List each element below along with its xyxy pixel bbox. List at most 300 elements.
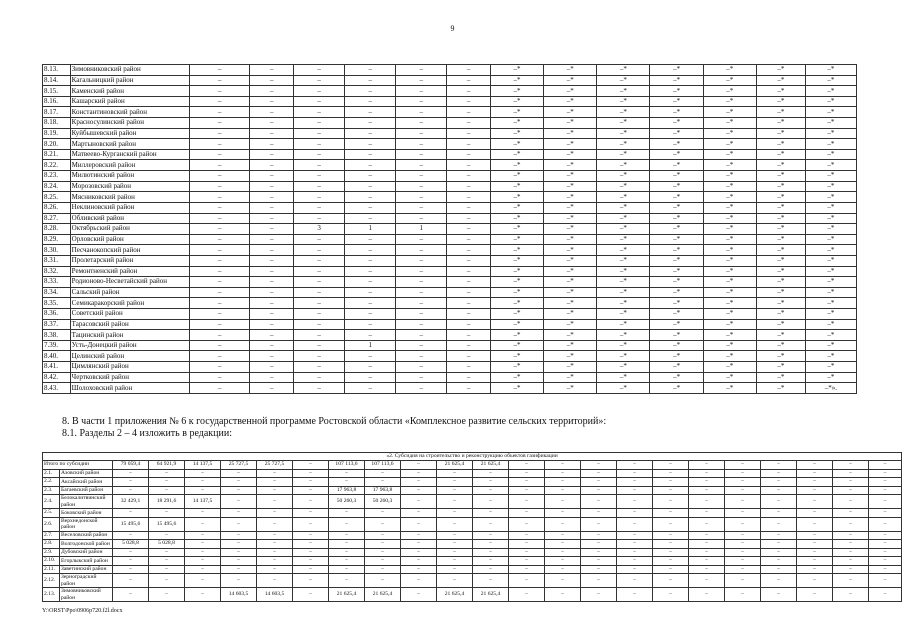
value-cell: –: [833, 531, 869, 540]
value-cell: –: [329, 478, 365, 487]
value-cell: –: [833, 517, 869, 531]
value-cell: –: [869, 565, 902, 574]
value-cell: –*: [805, 298, 856, 309]
value-cell: –*: [756, 319, 805, 330]
value-cell: –*: [490, 160, 543, 171]
table-total-row: [43, 461, 902, 470]
row-number: 8.22.: [43, 160, 71, 171]
table-row: [43, 309, 857, 320]
value-cell: –: [189, 128, 250, 139]
value-cell: –*: [703, 171, 756, 182]
district-name: Тацинский район: [70, 330, 189, 341]
value-cell: 5 028,8: [113, 540, 149, 549]
value-cell: –*: [490, 65, 543, 76]
table-row: [43, 486, 902, 495]
value-cell: –: [185, 517, 221, 531]
value-cell: –*: [650, 160, 703, 171]
value-cell: –: [189, 171, 250, 182]
value-cell: –: [329, 540, 365, 549]
value-cell: –*: [597, 287, 650, 298]
value-cell: –*: [703, 181, 756, 192]
value-cell: –*: [650, 202, 703, 213]
value-cell: –: [401, 469, 437, 478]
value-cell: –*: [703, 298, 756, 309]
value-cell: –*: [544, 330, 597, 341]
value-cell: –*: [650, 86, 703, 97]
value-cell: –*: [650, 224, 703, 235]
value-cell: –: [221, 517, 257, 531]
value-cell: 79 059,4: [113, 461, 149, 470]
value-cell: –: [345, 245, 396, 256]
district-name: Кагальницкий район: [70, 75, 189, 86]
value-cell: –*: [490, 192, 543, 203]
value-cell: –*: [490, 171, 543, 182]
value-cell: –: [185, 548, 221, 557]
value-cell: –*: [650, 107, 703, 118]
value-cell: 21 625,4: [473, 461, 509, 470]
value-cell: –: [250, 65, 294, 76]
table-row: [43, 298, 857, 309]
value-cell: –: [437, 574, 473, 588]
value-cell: 107 113,6: [329, 461, 365, 470]
row-number: 8.15.: [43, 86, 71, 97]
value-cell: –: [189, 266, 250, 277]
value-cell: –: [447, 362, 491, 373]
table-row: [43, 192, 857, 203]
value-cell: –*: [597, 107, 650, 118]
table-row: [43, 469, 902, 478]
value-cell: –: [545, 565, 581, 574]
table-row: [43, 478, 902, 487]
row-number: 8.40.: [43, 351, 71, 362]
value-cell: –: [185, 565, 221, 574]
value-cell: –: [761, 557, 797, 566]
value-cell: 21 625,4: [365, 588, 401, 602]
district-name: Зимовниковский район: [60, 588, 113, 602]
value-cell: –: [345, 181, 396, 192]
row-number: 8.34.: [43, 287, 71, 298]
value-cell: –: [725, 557, 761, 566]
value-cell: 107 113,6: [365, 461, 401, 470]
row-number: 2.2.: [43, 478, 60, 487]
value-cell: 32 429,1: [113, 495, 149, 509]
value-cell: 21 625,4: [437, 588, 473, 602]
value-cell: –: [689, 531, 725, 540]
page-number: 9: [450, 24, 455, 33]
value-cell: –: [294, 75, 345, 86]
value-cell: –: [617, 540, 653, 549]
value-cell: –: [345, 309, 396, 320]
value-cell: –: [396, 160, 447, 171]
value-cell: –: [189, 255, 250, 266]
value-cell: 50 260,3: [329, 495, 365, 509]
value-cell: –: [293, 588, 329, 602]
value-cell: –: [396, 351, 447, 362]
value-cell: –: [617, 557, 653, 566]
value-cell: –*: [805, 372, 856, 383]
value-cell: –*: [650, 118, 703, 129]
value-cell: –*: [597, 160, 650, 171]
value-cell: –: [581, 548, 617, 557]
value-cell: –: [189, 160, 250, 171]
value-cell: –: [581, 531, 617, 540]
value-cell: –: [345, 202, 396, 213]
value-cell: 21 625,4: [437, 461, 473, 470]
value-cell: –: [257, 486, 293, 495]
value-cell: –: [833, 565, 869, 574]
value-cell: –: [797, 574, 833, 588]
value-cell: –*: [756, 330, 805, 341]
value-cell: –: [447, 202, 491, 213]
value-cell: –*: [650, 245, 703, 256]
district-name: Каменский район: [70, 86, 189, 97]
value-cell: 1: [345, 340, 396, 351]
value-cell: –*: [756, 213, 805, 224]
value-cell: –: [401, 461, 437, 470]
value-cell: –*: [544, 245, 597, 256]
value-cell: –: [250, 277, 294, 288]
table-row: [43, 565, 902, 574]
value-cell: –: [725, 517, 761, 531]
value-cell: –*: [805, 362, 856, 373]
value-cell: –: [396, 202, 447, 213]
value-cell: –: [401, 565, 437, 574]
value-cell: –: [293, 495, 329, 509]
value-cell: –*: [544, 266, 597, 277]
value-cell: –*: [597, 192, 650, 203]
value-cell: –: [294, 351, 345, 362]
table-row: [43, 266, 857, 277]
district-name: Сальский район: [70, 287, 189, 298]
value-cell: –: [189, 65, 250, 76]
table-row: [43, 557, 902, 566]
value-cell: –: [185, 531, 221, 540]
value-cell: –: [797, 517, 833, 531]
value-cell: –*: [490, 181, 543, 192]
value-cell: –: [797, 478, 833, 487]
value-cell: –*: [490, 287, 543, 298]
value-cell: –*: [544, 202, 597, 213]
value-cell: –: [509, 469, 545, 478]
value-cell: –*: [756, 287, 805, 298]
value-cell: –: [365, 548, 401, 557]
value-cell: –: [189, 107, 250, 118]
value-cell: –: [257, 557, 293, 566]
value-cell: –: [725, 495, 761, 509]
table-row: [43, 540, 902, 549]
district-name: Шолоховский район: [70, 383, 189, 394]
value-cell: –: [473, 517, 509, 531]
value-cell: –*: [597, 330, 650, 341]
table-caption: «2. Субсидия на строительство и реконструкцию объектов газификации: [43, 453, 902, 461]
value-cell: –*: [597, 96, 650, 107]
value-cell: –: [447, 86, 491, 97]
table-row: [43, 96, 857, 107]
row-number: 7.39.: [43, 340, 71, 351]
value-cell: 64 921,9: [149, 461, 185, 470]
value-cell: –: [189, 118, 250, 129]
value-cell: –: [473, 531, 509, 540]
value-cell: –: [185, 469, 221, 478]
value-cell: –*: [703, 128, 756, 139]
value-cell: –: [509, 486, 545, 495]
value-cell: –: [869, 531, 902, 540]
value-cell: –: [473, 565, 509, 574]
value-cell: –: [437, 548, 473, 557]
row-number: 8.42.: [43, 372, 71, 383]
value-cell: –*: [756, 118, 805, 129]
value-cell: –*: [756, 75, 805, 86]
value-cell: –: [447, 139, 491, 150]
value-cell: –: [447, 330, 491, 341]
value-cell: –: [257, 565, 293, 574]
value-cell: –: [329, 517, 365, 531]
value-cell: –: [797, 509, 833, 518]
value-cell: –: [221, 469, 257, 478]
value-cell: –: [581, 461, 617, 470]
value-cell: –: [189, 96, 250, 107]
value-cell: –: [761, 509, 797, 518]
value-cell: –: [725, 461, 761, 470]
value-cell: –: [329, 565, 365, 574]
value-cell: –: [221, 574, 257, 588]
district-name: Зимовниковский район: [70, 65, 189, 76]
value-cell: –: [545, 517, 581, 531]
value-cell: –*: [703, 330, 756, 341]
value-cell: –: [345, 107, 396, 118]
value-cell: –: [689, 478, 725, 487]
value-cell: –: [329, 509, 365, 518]
value-cell: –: [294, 160, 345, 171]
value-cell: –: [294, 202, 345, 213]
value-cell: –*: [650, 213, 703, 224]
district-name: Пролетарский район: [70, 255, 189, 266]
value-cell: –: [396, 266, 447, 277]
value-cell: –: [447, 234, 491, 245]
table-row: [43, 234, 857, 245]
table-caption-row: [43, 453, 902, 461]
value-cell: –: [545, 574, 581, 588]
value-cell: –: [113, 565, 149, 574]
value-cell: –*: [650, 149, 703, 160]
value-cell: –: [189, 139, 250, 150]
row-number: 2.3.: [43, 486, 60, 495]
value-cell: –*: [597, 86, 650, 97]
value-cell: –*: [805, 128, 856, 139]
value-cell: –: [447, 149, 491, 160]
row-number: 8.27.: [43, 213, 71, 224]
value-cell: –: [329, 469, 365, 478]
value-cell: –: [545, 531, 581, 540]
value-cell: –*: [805, 86, 856, 97]
value-cell: –*: [703, 192, 756, 203]
value-cell: –: [447, 372, 491, 383]
value-cell: –: [113, 557, 149, 566]
value-cell: –: [401, 531, 437, 540]
value-cell: –*: [756, 362, 805, 373]
value-cell: –: [761, 540, 797, 549]
value-cell: –*: [703, 160, 756, 171]
value-cell: –: [113, 531, 149, 540]
value-cell: –*: [805, 266, 856, 277]
value-cell: –*: [650, 181, 703, 192]
value-cell: –*: [805, 340, 856, 351]
value-cell: –: [581, 469, 617, 478]
value-cell: –: [725, 540, 761, 549]
value-cell: –: [725, 565, 761, 574]
value-cell: –*: [650, 171, 703, 182]
value-cell: –*: [490, 266, 543, 277]
value-cell: –: [185, 478, 221, 487]
district-name: Волгодонской район: [60, 540, 113, 549]
district-name: Кашарский район: [70, 96, 189, 107]
value-cell: –: [294, 96, 345, 107]
value-cell: –: [185, 540, 221, 549]
value-cell: –: [250, 181, 294, 192]
value-cell: –: [617, 565, 653, 574]
value-cell: –: [401, 486, 437, 495]
district-name: Морозовский район: [70, 181, 189, 192]
value-cell: –: [189, 287, 250, 298]
district-name: Азовский район: [60, 469, 113, 478]
value-cell: –: [689, 495, 725, 509]
table-row: [43, 149, 857, 160]
row-number: 8.41.: [43, 362, 71, 373]
value-cell: –*: [490, 383, 543, 394]
value-cell: –: [257, 548, 293, 557]
value-cell: –*: [490, 362, 543, 373]
value-cell: 5 028,8: [149, 540, 185, 549]
value-cell: –: [509, 574, 545, 588]
row-number: 8.28.: [43, 224, 71, 235]
value-cell: –: [653, 565, 689, 574]
value-cell: –*: [544, 149, 597, 160]
value-cell: –*: [597, 65, 650, 76]
value-cell: –: [447, 340, 491, 351]
value-cell: –: [257, 531, 293, 540]
row-number: 8.35.: [43, 298, 71, 309]
row-number: 8.20.: [43, 139, 71, 150]
value-cell: –: [294, 340, 345, 351]
value-cell: 25 727,5: [221, 461, 257, 470]
value-cell: –*: [703, 86, 756, 97]
value-cell: –: [329, 548, 365, 557]
value-cell: –: [653, 548, 689, 557]
value-cell: 25 727,5: [257, 461, 293, 470]
value-cell: –: [294, 287, 345, 298]
value-cell: –*: [756, 65, 805, 76]
value-cell: –: [365, 531, 401, 540]
row-number: 2.13.: [43, 588, 60, 602]
value-cell: –*: [703, 75, 756, 86]
value-cell: –*: [703, 340, 756, 351]
value-cell: –: [189, 351, 250, 362]
value-cell: –: [345, 277, 396, 288]
value-cell: –*: [490, 128, 543, 139]
value-cell: –*: [805, 192, 856, 203]
row-number: 8.30.: [43, 245, 71, 256]
value-cell: –*: [597, 309, 650, 320]
row-number: 8.31.: [43, 255, 71, 266]
district-name: Аксайский район: [60, 478, 113, 487]
value-cell: –: [345, 139, 396, 150]
value-cell: –*: [703, 234, 756, 245]
value-cell: –: [473, 469, 509, 478]
value-cell: –: [653, 486, 689, 495]
table-row: [43, 372, 857, 383]
value-cell: –: [833, 495, 869, 509]
value-cell: –: [221, 548, 257, 557]
value-cell: –: [509, 461, 545, 470]
value-cell: –*: [544, 224, 597, 235]
row-number: 2.4.: [43, 495, 60, 509]
value-cell: –*: [805, 255, 856, 266]
value-cell: –: [345, 351, 396, 362]
value-cell: –: [345, 171, 396, 182]
table-row: [43, 171, 857, 182]
row-number: 8.38.: [43, 330, 71, 341]
district-name: Дубовский район: [60, 548, 113, 557]
value-cell: –: [189, 372, 250, 383]
value-cell: –: [617, 478, 653, 487]
value-cell: –: [509, 565, 545, 574]
value-cell: –: [250, 287, 294, 298]
value-cell: –: [401, 509, 437, 518]
value-cell: –*: [703, 107, 756, 118]
value-cell: –: [294, 128, 345, 139]
value-cell: –: [189, 340, 250, 351]
value-cell: –: [257, 540, 293, 549]
value-cell: –: [581, 478, 617, 487]
district-name: Милютинский район: [70, 171, 189, 182]
value-cell: –*: [650, 96, 703, 107]
value-cell: –*: [597, 139, 650, 150]
value-cell: –: [294, 309, 345, 320]
value-cell: –: [653, 540, 689, 549]
value-cell: –: [149, 469, 185, 478]
value-cell: –*: [756, 202, 805, 213]
value-cell: –: [797, 557, 833, 566]
value-cell: –: [189, 330, 250, 341]
value-cell: –: [365, 565, 401, 574]
value-cell: –: [221, 565, 257, 574]
value-cell: –: [447, 118, 491, 129]
value-cell: –: [797, 486, 833, 495]
value-cell: –*: [756, 86, 805, 97]
value-cell: –*: [756, 245, 805, 256]
value-cell: –: [653, 495, 689, 509]
value-cell: –*: [805, 96, 856, 107]
value-cell: –*: [756, 128, 805, 139]
value-cell: –: [293, 531, 329, 540]
value-cell: –: [509, 495, 545, 509]
value-cell: –: [869, 469, 902, 478]
value-cell: –*: [805, 107, 856, 118]
value-cell: –: [396, 319, 447, 330]
value-cell: –: [545, 548, 581, 557]
value-cell: –: [396, 255, 447, 266]
value-cell: 1: [345, 224, 396, 235]
value-cell: –: [653, 531, 689, 540]
value-cell: –: [869, 540, 902, 549]
table-row: [43, 319, 857, 330]
value-cell: –: [396, 86, 447, 97]
district-name: Заветинский район: [60, 565, 113, 574]
value-cell: –*: [544, 96, 597, 107]
value-cell: –*: [756, 107, 805, 118]
table-row: [43, 531, 902, 540]
table-row: [43, 588, 902, 602]
